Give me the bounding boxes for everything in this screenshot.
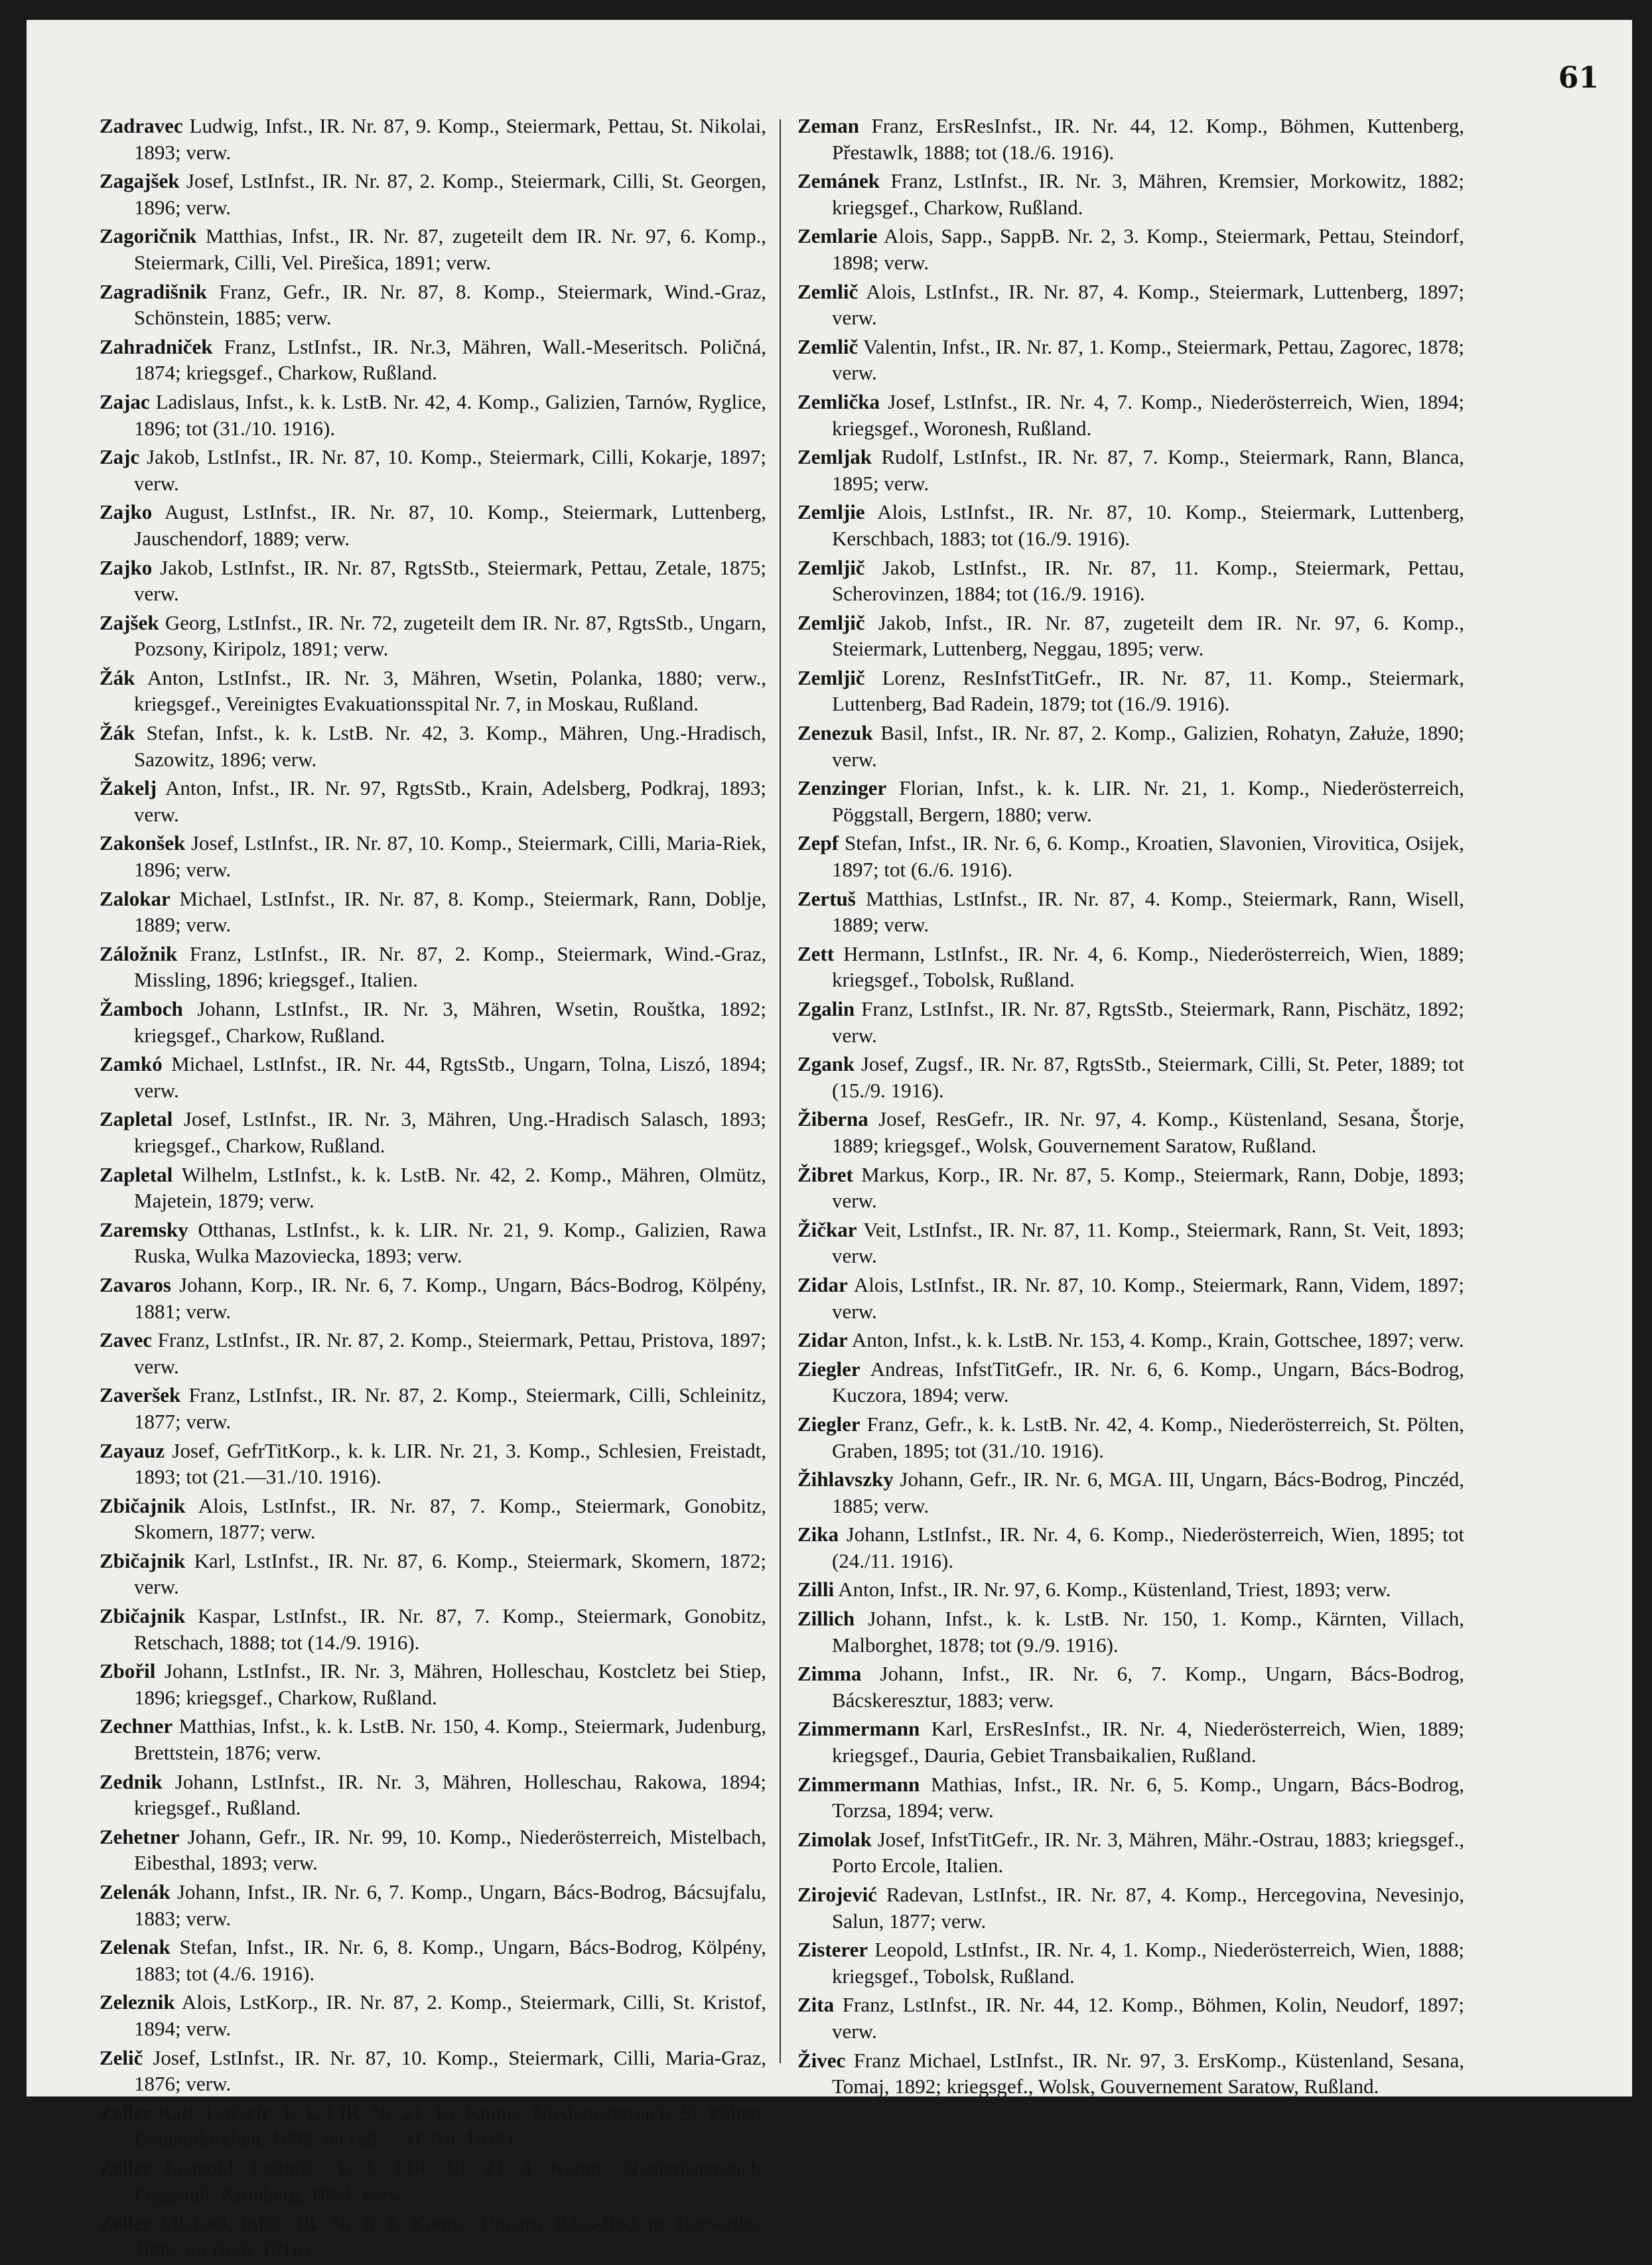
entry-surname: Žakelj [100,776,157,800]
entry-details: Mathias, Infst., IR. Nr. 6, 5. Komp., Ungarn, Bács-Bodrog, Torzsa, 1894; verw. [832,1772,1464,1822]
list-item [100,1382,766,1434]
entry-details: Franz, LstInfst., IR. Nr.3, Mähren, Wall.-Meseritsch. Poličná, 1874; kriegsgef., Charkow, Rußland. [134,334,767,385]
entry-surname: Zett [797,941,835,965]
entry-details: Franz, Gefr., k. k. LstB. Nr. 42, 4. Komp., Niederösterreich, St. Pölten, Graben, 1895; tot (31./10. 1916). [832,1412,1465,1462]
entry-details: Michael, Infst., IR. Nr. 6, 6. Komp., Ungarn, Bács-Bodrog, Bácsordas, 1896; tot (6./6. 1916). [134,2211,766,2261]
entry-surname: Zajšek [100,610,159,634]
entry-surname: Zelič [100,2045,143,2069]
entry-details: Josef, GefrTitKorp., k. k. LIR. Nr. 21, 3. Komp., Schlesien, Freistadt, 1893; tot (21.—31./10. 1916). [134,1438,767,1489]
entry-details: Stefan, Infst., k. k. LstB. Nr. 42, 3. Komp., Mähren, Ung.-Hradisch, Sazowitz, 1896; verw. [134,721,767,771]
entry-details: Rudolf, LstInfst., IR. Nr. 87, 7. Komp., Steiermark, Rann, Blanca, 1895; verw. [832,445,1464,495]
entry-surname: Zavec [100,1328,153,1352]
entry-surname: Zahradniček [100,334,213,358]
list-item [100,1548,766,1600]
entry-details: Michael, LstInfst., IR. Nr. 44, RgtsStb., Ungarn, Tolna, Liszó, 1894; verw. [134,1052,766,1102]
entry-details: Johann, LstInfst., IR. Nr. 3, Mähren, Wsetin, Rouštka, 1892; kriegsgef., Charkow, Rußland. [134,997,767,1047]
entry-details: Markus, Korp., IR. Nr. 87, 5. Komp., Steiermark, Rann, Dobje, 1893; verw. [832,1162,1464,1213]
entry-details: Hermann, LstInfst., IR. Nr. 4, 6. Komp., Niederösterreich, Wien, 1889; kriegsgef., Tobolsk, Rußland. [832,941,1465,992]
entry-details: Johann, Infst., IR. Nr. 6, 7. Komp., Ungarn, Bács-Bodrog, Bácskeresztur, 1883; verw. [832,1662,1465,1712]
list-item [797,1411,1464,1464]
list-item [100,720,766,772]
entry-surname: Zavaros [100,1272,171,1296]
entry-details: Ludwig, Infst., IR. Nr. 87, 9. Komp., Steiermark, Pettau, St. Nikolai, 1893; verw. [134,114,767,164]
entry-surname: Žák [100,665,135,689]
entry-details: Johann, LstInfst., IR. Nr. 4, 6. Komp., Niederösterreich, Wien, 1895; tot (24./11. 1916). [832,1523,1465,1572]
entry-surname: Zeller [100,2100,153,2124]
list-item [797,334,1464,386]
entry-details: Jakob, LstInfst., IR. Nr. 87, 11. Komp., Steiermark, Pettau, Scherovinzen, 1884; tot (16./9. 1916). [832,555,1465,606]
entry-details: Franz, LstInfst., IR. Nr. 87, 2. Komp., Steiermark, Cilli, Schleinitz, 1877; verw. [134,1383,767,1433]
entry-details: Valentin, Infst., IR. Nr. 87, 1. Komp., Steiermark, Pettau, Zagorec, 1878; verw. [832,334,1464,385]
entry-surname: Zajc [100,445,140,469]
list-item [100,610,766,662]
entry-surname: Žičkar [797,1217,857,1241]
entry-surname: Zaremsky [100,1217,188,1241]
entry-surname: Zemlič [797,334,859,358]
entry-surname: Zajko [100,555,153,579]
entry-surname: Zenzinger [797,776,887,800]
list-item [100,334,766,386]
entry-surname: Zemljič [797,610,865,634]
list-item [100,665,766,717]
list-item [797,1521,1464,1574]
list-item [797,1327,1464,1353]
list-item [100,1327,766,1379]
list-item [100,1493,766,1545]
list-item [797,610,1464,662]
entry-surname: Žihlavszky [797,1468,894,1491]
entry-surname: Ziegler [797,1412,860,1436]
list-item [797,1466,1464,1519]
list-item [797,1882,1464,1934]
entry-details: Anton, LstInfst., IR. Nr. 3, Mähren, Wsetin, Polanka, 1880; verw., kriegsgef., Vereinigtes Evakuationsspital Nr. 7, in Moskau, Rußland. [134,665,766,716]
list-item [100,2155,766,2207]
entry-surname: Zemljie [797,500,865,524]
list-item [100,113,766,165]
entry-surname: Zimma [797,1662,862,1686]
list-item [797,168,1464,220]
list-item [797,1272,1464,1324]
entry-details: Jakob, LstInfst., IR. Nr. 87, RgtsStb., Steiermark, Pettau, Zetale, 1875; verw. [134,555,766,606]
entry-surname: Zika [797,1523,839,1546]
entry-details: Josef, LstInfst., IR. Nr. 87, 10. Komp., Steiermark, Cilli, Maria-Graz, 1876; verw. [134,2045,766,2096]
entry-surname: Zelenák [100,1880,171,1903]
entry-details: Wilhelm, LstInfst., k. k. LstB. Nr. 42, 2. Komp., Mähren, Olmütz, Majetein, 1879; verw. [134,1162,766,1213]
list-item [100,1713,766,1765]
left-column [100,113,766,2265]
list-item [100,223,766,275]
entry-details: Leopold, LstInfst., k. k. LIR. Nr. 21, 4. Komp., Niederösterreich, Pöggstall, Kronberg, 1894; verw. [134,2156,766,2206]
entry-details: Josef, LstInfst., IR. Nr. 87, 10. Komp., Steiermark, Cilli, Maria-Riek, 1896; verw. [134,831,767,882]
list-item [100,389,766,441]
list-item [100,1272,766,1324]
entry-surname: Zelenak [100,1935,171,1959]
entry-details: Alois, LstInfst., IR. Nr. 87, 4. Komp., Steiermark, Luttenberg, 1897; verw. [832,279,1464,330]
list-item [797,2047,1464,2100]
entry-details: Stefan, Infst., IR. Nr. 6, 8. Komp., Ungarn, Bács-Bodrog, Kölpény, 1883; tot (4./6. 1916). [134,1935,767,1985]
list-item [100,775,766,827]
entry-details: Franz, Gefr., IR. Nr. 87, 8. Komp., Steiermark, Wind.-Graz, Schönstein, 1885; verw. [134,279,767,330]
list-item [797,1937,1464,1989]
list-item [797,1992,1464,2044]
list-item [100,830,766,882]
entry-details: Johann, Infst., IR. Nr. 6, 7. Komp., Ungarn, Bács-Bodrog, Bácsujfalu, 1883; verw. [134,1880,766,1930]
list-item [797,499,1464,551]
entry-details: Anton, Infst., IR. Nr. 97, 6. Komp., Küstenland, Triest, 1893; verw. [838,1578,1391,1602]
entry-surname: Zaveršek [100,1383,181,1407]
entry-details: Johann, LstInfst., IR. Nr. 3, Mähren, Holleschau, Rakowa, 1894; kriegsgef., Rußland. [134,1769,766,1820]
list-item [797,1162,1464,1214]
entry-surname: Zagradišnik [100,279,207,303]
entry-details: Johann, Korp., IR. Nr. 6, 7. Komp., Ungarn, Bács-Bodrog, Kölpény, 1881; verw. [134,1272,766,1323]
entry-surname: Ziegler [797,1357,860,1381]
list-item [797,720,1464,772]
entry-surname: Zagajšek [100,169,180,193]
entry-details: Josef, ResGefr., IR. Nr. 97, 4. Komp., Küstenland, Sesana, Štorje, 1889; kriegsgef., Wolsk, Gouvernement Saratow, Rußland. [832,1107,1465,1157]
list-item [797,775,1464,827]
entry-surname: Zajko [100,500,153,524]
entry-surname: Zbičajnik [100,1604,186,1628]
list-item [100,1769,766,1821]
list-item [797,444,1464,496]
list-item [100,1217,766,1269]
entry-surname: Zehetner [100,1824,180,1848]
entry-details: Jakob, Infst., IR. Nr. 87, zugeteilt dem IR. Nr. 97, 6. Komp., Steiermark, Luttenberg, Neggau, 1895; verw. [832,610,1465,661]
entry-details: Anton, Infst., k. k. LstB. Nr. 153, 4. Komp., Krain, Gottschee, 1897; verw. [851,1328,1464,1352]
entry-surname: Zemlička [797,389,880,413]
entry-details: Florian, Infst., k. k. LIR. Nr. 21, 1. Komp., Niederösterreich, Pöggstall, Bergern, 1880; verw. [832,776,1464,826]
list-item [100,555,766,607]
entry-surname: Zisterer [797,1938,868,1962]
entry-surname: Zadravec [100,114,183,137]
entry-surname: Zilli [797,1578,835,1602]
entry-surname: Zayauz [100,1438,165,1462]
entry-details: Johann, Gefr., IR. Nr. 6, MGA. III, Ungarn, Bács-Bodrog, Pinczéd, 1885; verw. [832,1468,1465,1517]
entry-details: Josef, Zugsf., IR. Nr. 87, RgtsStb., Steiermark, Cilli, St. Peter, 1889; tot (15./9. 1916). [832,1052,1464,1102]
list-item [797,389,1464,441]
entry-surname: Zapletal [100,1107,173,1131]
entry-surname: Zemlič [797,279,859,303]
entry-surname: Zeman [797,114,859,137]
entry-details: Karl, LstInfst., IR. Nr. 87, 6. Komp., Steiermark, Skomern, 1872; verw. [134,1548,767,1599]
entry-surname: Zertuš [797,886,856,910]
entry-surname: Zednik [100,1769,163,1793]
entry-surname: Zagoričnik [100,224,197,248]
entry-details: Franz Michael, LstInfst., IR. Nr. 97, 3. ErsKomp., Küstenland, Sesana, Tomaj, 1892; kriegsgef., Wolsk, Gouvernement Saratow, Rußland. [832,2048,1465,2098]
list-item [797,279,1464,331]
list-item [100,2210,766,2262]
list-item [100,499,766,551]
list-item [100,1603,766,1655]
list-item [100,1162,766,1214]
list-item [100,1934,766,1986]
entry-surname: Žiberna [797,1107,868,1131]
list-item [100,996,766,1048]
entry-surname: Zemljak [797,445,872,469]
entry-surname: Žamboch [100,997,183,1020]
entry-surname: Zapletal [100,1162,173,1186]
entry-surname: Záložnik [100,941,178,965]
entry-surname: Zeleznik [100,1990,175,2014]
entry-details: Otthanas, LstInfst., k. k. LIR. Nr. 21, 9. Komp., Galizien, Rawa Ruska, Wulka Mazoviecka, 1893; verw. [134,1217,767,1268]
entry-surname: Zemánek [797,169,880,193]
entry-details: Franz, ErsResInfst., IR. Nr. 44, 12. Komp., Böhmen, Kuttenberg, Přestawlk, 1888; tot (18./6. 1916). [832,114,1464,164]
entry-details: Franz, LstInfst., IR. Nr. 44, 12. Komp., Böhmen, Kolin, Neudorf, 1897; verw. [832,1993,1465,2043]
list-item [100,1824,766,1876]
list-item [100,1051,766,1103]
entry-details: Basil, Infst., IR. Nr. 87, 2. Komp., Galizien, Rohatyn, Załuże, 1890; verw. [832,721,1465,771]
entry-details: Matthias, Infst., k. k. LstB. Nr. 150, 4. Komp., Steiermark, Judenburg, Brettstein, 1876; verw. [134,1714,767,1765]
list-item [797,1661,1464,1713]
entry-details: Alois, LstInfst., IR. Nr. 87, 7. Komp., Steiermark, Gonobitz, Skomern, 1877; verw. [134,1493,766,1544]
list-item [797,1716,1464,1768]
list-item [797,1051,1464,1103]
list-item [797,941,1464,993]
entry-details: Franz, LstInfst., IR. Nr. 87, 2. Komp., Steiermark, Pettau, Pristova, 1897; verw. [134,1328,767,1378]
entry-surname: Zeller [100,2156,153,2179]
entry-details: Kaspar, LstInfst., IR. Nr. 87, 7. Komp., Steiermark, Gonobitz, Retschach, 1888; tot (14./9. 1916). [134,1604,766,1654]
entry-surname: Zgalin [797,997,855,1020]
entry-surname: Zimmermann [797,1772,920,1796]
entry-details: Karl, ErsResInfst., IR. Nr. 4, Niederösterreich, Wien, 1889; kriegsgef., Dauria, Gebiet Transbaikalien, Rußland. [832,1717,1464,1767]
right-column [797,113,1464,2102]
list-item [100,168,766,220]
entry-surname: Zeller [100,2211,153,2235]
list-item [100,1989,766,2041]
entry-surname: Zidar [797,1328,848,1352]
list-item [797,1356,1464,1408]
list-item [100,444,766,496]
list-item [797,886,1464,938]
entry-surname: Zita [797,1993,835,2017]
entry-details: Georg, LstInfst., IR. Nr. 72, zugeteilt dem IR. Nr. 87, RgtsStb., Ungarn, Pozsony, Kiripolz, 1891; verw. [134,610,767,661]
entry-details: Alois, LstKorp., IR. Nr. 87, 2. Komp., Steiermark, Cilli, St. Kristof, 1894; verw. [134,1990,766,2040]
entry-details: Alois, Sapp., SappB. Nr. 2, 3. Komp., Steiermark, Pettau, Steindorf, 1898; verw. [832,224,1464,274]
entry-surname: Zgank [797,1052,855,1076]
list-item [797,113,1464,165]
entry-surname: Zamkó [100,1052,163,1076]
entry-details: Alois, LstInfst., IR. Nr. 87, 10. Komp., Steiermark, Rann, Videm, 1897; verw. [832,1272,1464,1323]
list-item [100,1438,766,1490]
entry-details: Jakob, LstInfst., IR. Nr. 87, 10. Komp., Steiermark, Cilli, Kokarje, 1897; verw. [134,445,766,495]
entry-surname: Zirojević [797,1883,877,1906]
entry-surname: Zbičajnik [100,1493,186,1517]
list-item [100,1106,766,1158]
entry-surname: Zajac [100,389,150,413]
entry-details: Josef, InfstTitGefr., IR. Nr. 3, Mähren, Mähr.-Ostrau, 1883; kriegsgef., Porto Ercole, Italien. [832,1827,1464,1878]
entry-details: Leopold, LstInfst., IR. Nr. 4, 1. Komp., Niederösterreich, Wien, 1888; kriegsgef., Tobolsk, Rußland. [832,1938,1465,1988]
list-item [797,830,1464,882]
entry-details: Radevan, LstInfst., IR. Nr. 87, 4. Komp., Hercegovina, Nevesinjo, Salun, 1877; verw. [832,1883,1464,1933]
entry-surname: Žibret [797,1162,853,1186]
entry-details: Franz, LstInfst., IR. Nr. 87, 2. Komp., Steiermark, Wind.-Graz, Missling, 1896; kriegsgef., Italien. [134,941,766,992]
list-item [797,665,1464,717]
entry-surname: Zimolak [797,1827,872,1851]
entry-details: Franz, LstInfst., IR. Nr. 3, Mähren, Kremsier, Morkowitz, 1882; kriegsgef., Charkow, Rußland. [832,169,1465,219]
entry-details: Matthias, LstInfst., IR. Nr. 87, 4. Komp., Steiermark, Rann, Wisell, 1889; verw. [832,886,1465,937]
entry-surname: Zemlarie [797,224,878,248]
entry-surname: Zbičajnik [100,1548,186,1572]
entry-details: Karl, LstGefr., k. k. LIR. Nr. 21, 10. Komp., Niederösterreich, St. Pölten, Böheimkirchen, 1883; tot (28.—31./10. 1916). [134,2100,767,2151]
entry-details: Veit, LstInfst., IR. Nr. 87, 11. Komp., Steiermark, Rann, St. Veit, 1893; verw. [832,1217,1464,1268]
entry-surname: Zakonšek [100,831,186,855]
entry-surname: Zalokar [100,886,171,910]
entry-details: Stefan, Infst., IR. Nr. 6, 6. Komp., Kroatien, Slavonien, Virovitica, Osijek, 1897; tot (6./6. 1916). [832,831,1465,882]
entry-surname: Zepf [797,831,839,855]
entry-details: Anton, Infst., IR. Nr. 97, RgtsStb., Krain, Adelsberg, Podkraj, 1893; verw. [134,776,766,826]
list-item [797,555,1464,607]
entry-surname: Živec [797,2048,846,2072]
entry-surname: Zemljič [797,555,865,579]
entry-details: Matthias, Infst., IR. Nr. 87, zugeteilt dem IR. Nr. 97, 6. Komp., Steiermark, Cilli, Vel. Pirešica, 1891; verw. [134,224,766,274]
list-item [797,1106,1464,1158]
entry-details: Ladislaus, Infst., k. k. LstB. Nr. 42, 4. Komp., Galizien, Tarnów, Ryglice, 1896; tot (31./10. 1916). [134,389,766,440]
list-item [100,2100,766,2152]
list-item [797,1826,1464,1879]
entry-details: Johann, Gefr., IR. Nr. 99, 10. Komp., Niederösterreich, Mistelbach, Eibesthal, 1893; verw. [134,1824,766,1875]
list-item [100,1658,766,1710]
column-divider [780,119,781,2063]
list-item [797,1771,1464,1824]
entry-details: Andreas, InfstTitGefr., IR. Nr. 6, 6. Komp., Ungarn, Bács-Bodrog, Kuczora, 1894; verw. [832,1357,1464,1407]
list-item [100,941,766,993]
entry-details: Franz, LstInfst., IR. Nr. 87, RgtsStb., Steiermark, Rann, Pischätz, 1892; verw. [832,997,1464,1047]
entry-surname: Zidar [797,1272,848,1296]
entry-details: Josef, LstInfst., IR. Nr. 87, 2. Komp., Steiermark, Cilli, St. Georgen, 1896; verw. [134,169,766,219]
entry-surname: Zechner [100,1714,173,1738]
entry-surname: Zimmermann [797,1717,920,1741]
list-item [100,279,766,331]
list-item [100,2045,766,2097]
list-item [797,223,1464,275]
list-item [797,1576,1464,1603]
entry-details: Josef, LstInfst., IR. Nr. 3, Mähren, Ung.-Hradisch Salasch, 1893; kriegsgef., Charkow, Rußland. [134,1107,766,1157]
entry-surname: Zenezuk [797,721,873,745]
entry-surname: Zbořil [100,1659,156,1683]
entry-details: Josef, LstInfst., IR. Nr. 4, 7. Komp., Niederösterreich, Wien, 1894; kriegsgef., Woronesh, Rußland. [832,389,1464,440]
list-item [797,1606,1464,1658]
entry-details: Lorenz, ResInfstTitGefr., IR. Nr. 87, 11. Komp., Steiermark, Luttenberg, Bad Radein, 1879; tot (16./9. 1916). [832,665,1465,716]
list-item [100,886,766,938]
page-number: 61 [1558,61,1599,95]
entry-details: Johann, Infst., k. k. LstB. Nr. 150, 1. Komp., Kärnten, Villach, Malborghet, 1878; tot (9./9. 1916). [832,1607,1464,1657]
entry-surname: Zemljič [797,665,865,689]
entry-surname: Žák [100,721,135,745]
list-item [100,1879,766,1931]
entry-surname: Zillich [797,1607,855,1631]
document-page [27,20,1632,2261]
entry-details: Michael, LstInfst., IR. Nr. 87, 8. Komp., Steiermark, Rann, Doblje, 1889; verw. [134,886,766,937]
entry-details: Alois, LstInfst., IR. Nr. 87, 10. Komp., Steiermark, Luttenberg, Kerschbach, 1883; tot (16./9. 1916). [832,500,1465,550]
list-item [797,996,1464,1048]
entry-details: August, LstInfst., IR. Nr. 87, 10. Komp., Steiermark, Luttenberg, Jauschendorf, 1889; verw. [134,500,766,550]
list-item [797,1217,1464,1269]
entry-details: Johann, LstInfst., IR. Nr. 3, Mähren, Holleschau, Kostcletz bei Stiep, 1896; kriegsgef., Charkow, Rußland. [134,1659,767,1709]
